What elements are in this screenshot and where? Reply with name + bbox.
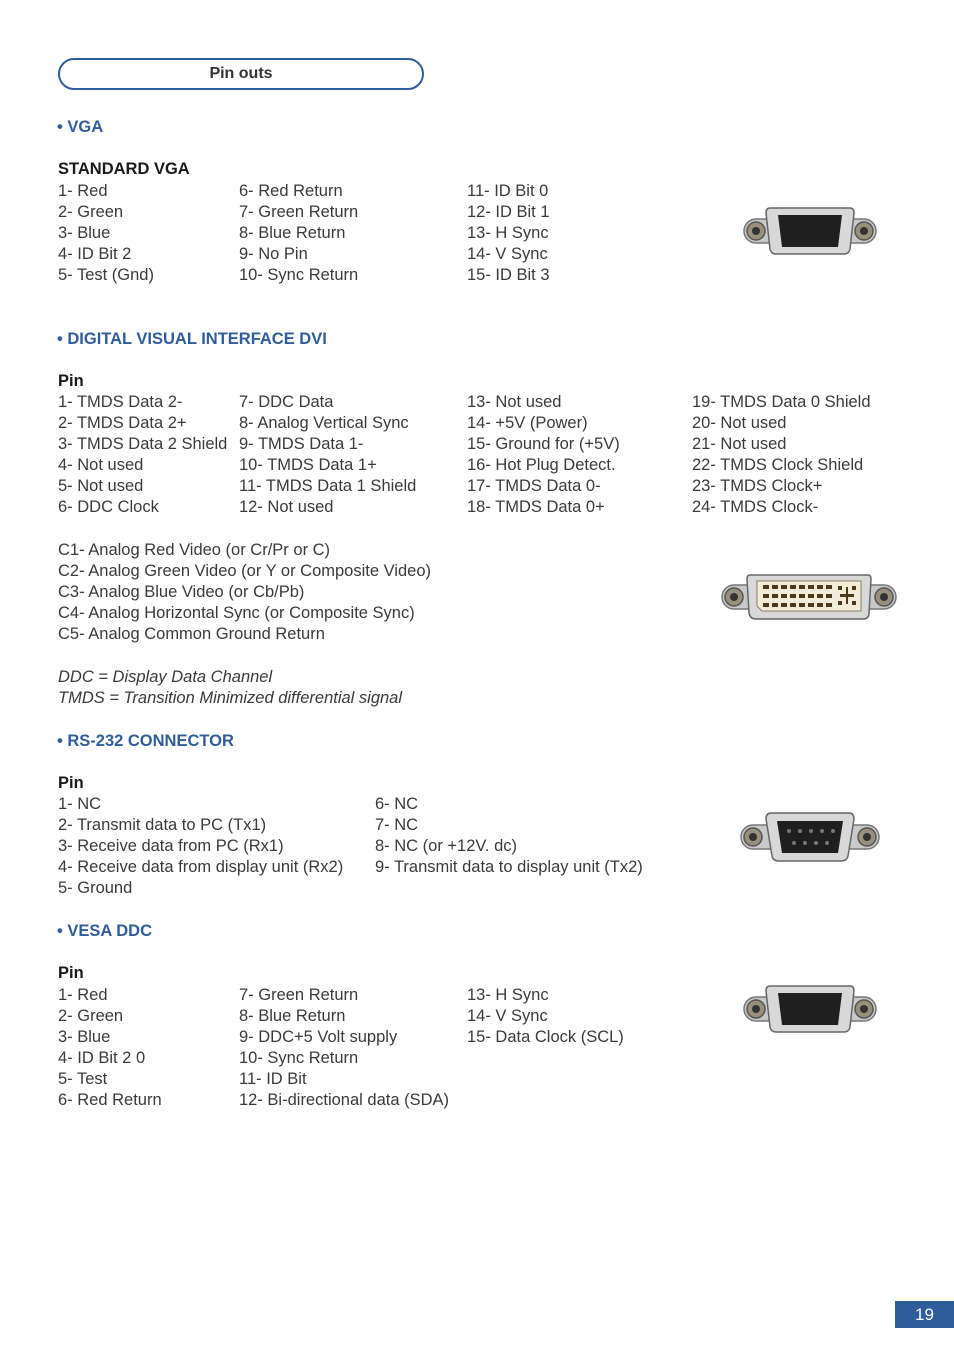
- list-item: C1- Analog Red Video (or Cr/Pr or C): [58, 541, 331, 559]
- list-item: 6- DDC Clock: [58, 498, 159, 517]
- vga-heading: • VGA: [57, 118, 104, 136]
- vga-col-2: [239, 181, 358, 286]
- dvi-heading: • DIGITAL VISUAL INTERFACE DVI: [57, 330, 327, 348]
- list-item: 7- NC: [375, 816, 419, 835]
- note: TMDS = Transition Minimized differential signal: [58, 689, 403, 708]
- list-item: 11- ID Bit: [239, 1070, 307, 1089]
- dvi-col-4: [692, 392, 871, 519]
- note: DDC = Display Data Channel: [58, 668, 273, 686]
- vesa-subheading: Pin: [58, 964, 84, 982]
- list-item: 8- Blue Return: [239, 224, 346, 243]
- list-item: 3- Receive data from PC (Rx1): [58, 837, 284, 856]
- rs232-connector-icon: [739, 810, 881, 864]
- page-title: Pin outs: [58, 58, 424, 90]
- list-item: 13- Not used: [467, 393, 562, 411]
- list-item: 12- Bi-directional data (SDA): [239, 1091, 450, 1110]
- list-item: 15- Ground for (+5V): [467, 435, 620, 454]
- list-item: 5- Not used: [58, 477, 144, 496]
- list-item: 20- Not used: [692, 414, 787, 433]
- list-item: 3- Blue: [58, 1028, 111, 1047]
- list-item: 13- H Sync: [467, 986, 549, 1004]
- list-item: 18- TMDS Data 0+: [467, 498, 605, 517]
- list-item: 5- Ground: [58, 879, 133, 898]
- list-item: 9- No Pin: [239, 245, 308, 264]
- list-item: 15- ID Bit 3: [467, 266, 550, 285]
- list-item: 11- TMDS Data 1 Shield: [239, 477, 417, 496]
- vesa-col-3: [467, 985, 624, 1048]
- vga-col-3: [467, 181, 550, 286]
- list-item: 16- Hot Plug Detect.: [467, 456, 616, 475]
- list-item: 7- Green Return: [239, 203, 359, 222]
- list-item: 2- Green: [58, 203, 124, 222]
- list-item: 7- DDC Data: [239, 393, 334, 411]
- list-item: 10- TMDS Data 1+: [239, 456, 377, 475]
- list-item: 4- ID Bit 2: [58, 245, 132, 264]
- dvi-col-2: [239, 392, 416, 519]
- list-item: 9- Transmit data to display unit (Tx2): [375, 858, 643, 877]
- rs232-col-2: [375, 794, 643, 878]
- list-item: 4- Receive data from display unit (Rx2): [58, 858, 344, 877]
- list-item: 8- NC (or +12V. dc): [375, 837, 517, 856]
- list-item: 2- Transmit data to PC (Tx1): [58, 816, 267, 835]
- list-item: 14- +5V (Power): [467, 414, 588, 433]
- list-item: 12- Not used: [239, 498, 334, 517]
- list-item: 4- Not used: [58, 456, 144, 475]
- rs232-heading: • RS-232 CONNECTOR: [57, 732, 234, 750]
- list-item: 15- Data Clock (SCL): [467, 1028, 624, 1047]
- vesa-heading: • VESA DDC: [57, 922, 153, 940]
- list-item: 23- TMDS Clock+: [692, 477, 823, 496]
- list-item: 3- Blue: [58, 224, 111, 243]
- list-item: 1- TMDS Data 2-: [58, 393, 183, 411]
- dvi-analog-list: [58, 540, 431, 645]
- dvi-notes: [58, 667, 402, 709]
- list-item: 6- Red Return: [239, 182, 343, 200]
- vga-subheading: STANDARD VGA: [58, 160, 190, 178]
- list-item: C2- Analog Green Video (or Y or Composite Video): [58, 562, 431, 581]
- list-item: 5- Test: [58, 1070, 108, 1089]
- dvi-col-1: [58, 392, 227, 519]
- list-item: 7- Green Return: [239, 986, 359, 1004]
- list-item: 5- Test (Gnd): [58, 266, 154, 285]
- dvi-col-3: [467, 392, 620, 519]
- list-item: 10- Sync Return: [239, 266, 359, 285]
- list-item: 10- Sync Return: [239, 1049, 359, 1068]
- list-item: C5- Analog Common Ground Return: [58, 625, 325, 644]
- list-item: 14- V Sync: [467, 1007, 548, 1026]
- page-number: 19: [895, 1301, 954, 1328]
- list-item: 9- TMDS Data 1-: [239, 435, 364, 454]
- list-item: 8- Blue Return: [239, 1007, 346, 1026]
- list-item: 1- Red: [58, 986, 108, 1004]
- list-item: 14- V Sync: [467, 245, 548, 264]
- vesa-col-2: [239, 985, 449, 1112]
- vga-col-1: [58, 181, 154, 286]
- dvi-subheading: Pin: [58, 372, 84, 390]
- list-item: 19- TMDS Data 0 Shield: [692, 393, 871, 411]
- list-item: 3- TMDS Data 2 Shield: [58, 435, 228, 454]
- list-item: 11- ID Bit 0: [467, 182, 549, 200]
- vesa-col-1: [58, 985, 162, 1112]
- dvi-connector-icon: [720, 573, 898, 621]
- list-item: 6- Red Return: [58, 1091, 162, 1110]
- list-item: 12- ID Bit 1: [467, 203, 550, 222]
- vga-connector-icon: [742, 205, 878, 257]
- list-item: 9- DDC+5 Volt supply: [239, 1028, 398, 1047]
- list-item: 4- ID Bit 2 0: [58, 1049, 146, 1068]
- list-item: 2- TMDS Data 2+: [58, 414, 187, 433]
- list-item: C3- Analog Blue Video (or Cb/Pb): [58, 583, 305, 602]
- list-item: 1- NC: [58, 795, 102, 813]
- list-item: 24- TMDS Clock-: [692, 498, 819, 517]
- list-item: C4- Analog Horizontal Sync (or Composite Sync): [58, 604, 415, 623]
- list-item: 6- NC: [375, 795, 419, 813]
- list-item: 8- Analog Vertical Sync: [239, 414, 409, 433]
- list-item: 17- TMDS Data 0-: [467, 477, 601, 496]
- list-item: 13- H Sync: [467, 224, 549, 243]
- list-item: 1- Red: [58, 182, 108, 200]
- rs232-subheading: Pin: [58, 774, 84, 792]
- rs232-col-1: [58, 794, 343, 899]
- vesa-ddc-connector-icon: [742, 983, 878, 1035]
- list-item: 22- TMDS Clock Shield: [692, 456, 864, 475]
- list-item: 2- Green: [58, 1007, 124, 1026]
- list-item: 21- Not used: [692, 435, 787, 454]
